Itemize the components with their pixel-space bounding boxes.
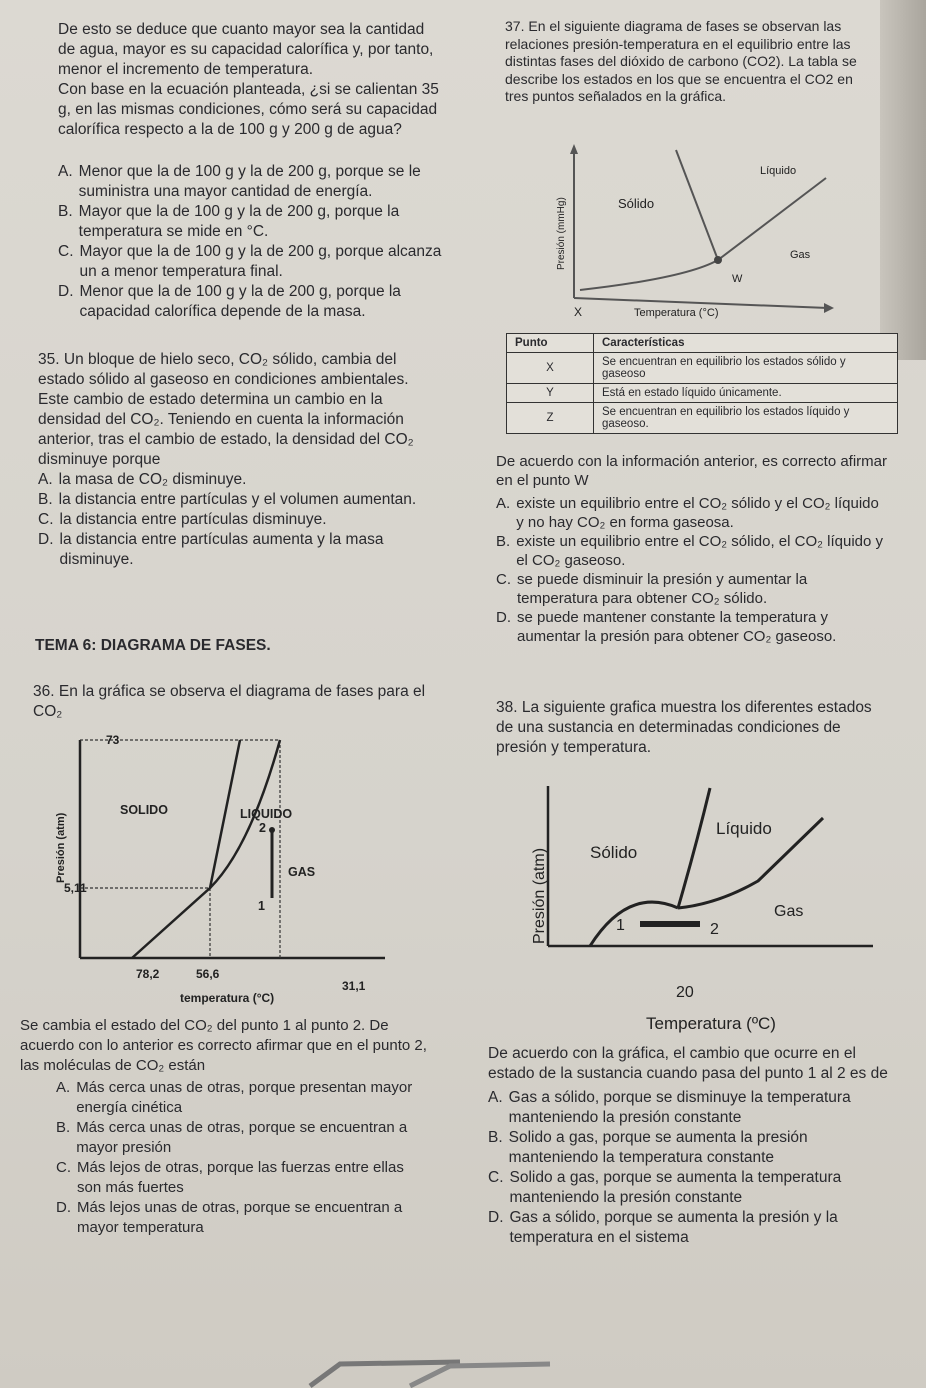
q37-x-arrow: [824, 303, 834, 313]
q35-number: 35.: [38, 351, 60, 368]
q36-x-tick-2: 56,6: [196, 967, 220, 981]
q36-y-top: 73: [106, 733, 120, 747]
q34-option-a[interactable]: A. Menor que la de 100 g y la de 200 g, porque se le suministra una mayor cantidad de energía.: [58, 163, 421, 200]
q36-text: En la gráfica se observa el diagrama de fases para el CO₂: [33, 683, 426, 720]
table-row: X Se encuentran en equilibrio los estados sólido y gaseoso: [507, 353, 898, 384]
q38-phase-diagram: [528, 776, 888, 1036]
q37-region-gas: Gas: [790, 249, 811, 261]
q36-x-tick-3: 31,1: [342, 979, 366, 993]
q38-region-gas: Gas: [774, 903, 804, 920]
q38-x-label: Temperatura (ºC): [646, 1014, 776, 1033]
q34-intro: De esto se deduce que cuanto mayor sea la cantidad de agua, mayor es su capacidad calorífica y, por tanto, menor el incremento de temperatura.: [58, 21, 434, 78]
q37-region-solid: Sólido: [618, 196, 655, 211]
q36-y-mid: 5,11: [64, 881, 87, 895]
q36-option-b[interactable]: B. Más cerca unas de otras, porque se encuentran a mayor presión: [56, 1119, 408, 1156]
q37-point-w: W: [732, 273, 743, 285]
q36-number: 36.: [33, 683, 55, 700]
q36-intro: [33, 682, 433, 722]
q36-stem: Se cambia el estado del CO₂ del punto 1 al punto 2. De acuerdo con lo anterior es correcto afirmar que en el punto 2, las moléculas de CO₂ están: [20, 1017, 427, 1074]
q38-stem: De acuerdo con la gráfica, el cambio que ocurre en el estado de la sustancia cuando pasa del punto 1 al 2 es de: [488, 1045, 888, 1082]
q38-stem-block: [488, 1044, 898, 1248]
q36-point-1: 1: [258, 899, 265, 913]
q36-point-2: 2: [259, 821, 266, 835]
section-heading: TEMA 6: DIAGRAMA DE FASES.: [35, 637, 271, 654]
q34-option-c[interactable]: C. Mayor que la de 100 g y la de 200 g, porque alcanza un a menor temperatura final.: [58, 243, 442, 280]
q34-question: Con base en la ecuación planteada, ¿si se calientan 35 g, en las mismas condiciones, cómo será su capacidad calorífica respecto a la de 100 g y 200 g de agua?: [58, 81, 439, 138]
q37-phase-diagram: [536, 140, 856, 330]
q38-point-1: 1: [616, 917, 625, 934]
q38-intro: [496, 698, 888, 758]
q37-y-arrow: [570, 144, 578, 154]
q37-option-b[interactable]: B. existe un equilibrio entre el CO₂ sólido, el CO₂ líquido y el CO₂ gaseoso.: [496, 533, 884, 569]
q36-option-c[interactable]: C. Más lejos de otras, porque las fuerzas entre ellas son más fuertes: [56, 1159, 404, 1196]
q36-option-a[interactable]: A. Más cerca unas de otras, porque presentan mayor energía cinética: [56, 1079, 413, 1116]
q38-y-label: Presión (atm): [531, 847, 548, 944]
q37-number: 37.: [505, 18, 525, 34]
q38-region-solid: Sólido: [590, 843, 638, 862]
q38-region-liquid: Líquido: [716, 819, 772, 838]
q37-table-header: [507, 334, 898, 353]
q37-solid-gas-curve: [580, 260, 718, 290]
q38-option-a[interactable]: A. Gas a sólido, porque se disminuye la temperatura manteniendo la presión constante: [488, 1089, 851, 1126]
q34-option-b[interactable]: B. Mayor que la de 100 g y la de 200 g, porque la temperatura se mide en °C.: [58, 203, 400, 240]
q37-point-x: X: [574, 305, 583, 319]
q36-x-label: temperatura (°C): [180, 991, 275, 1005]
q34-option-d[interactable]: D. Menor que la de 100 g y la de 200 g, porque la capacidad calorífica depende de la masa.: [58, 283, 401, 320]
q37-y-label: Presión (mmHg): [556, 197, 567, 270]
table-row: Y Está en estado líquido únicamente.: [507, 384, 898, 403]
q36-y-label: Presión (atm): [55, 812, 67, 883]
binder-wire: [300, 1356, 620, 1388]
q35-option-c[interactable]: C. la distancia entre partículas disminuye.: [38, 511, 327, 528]
q38-option-b[interactable]: B. Solido a gas, porque se aumenta la presión manteniendo la temperatura constante: [488, 1129, 808, 1166]
q37-option-d[interactable]: D. se puede mantener constante la temperatura y aumentar la presión para obtener CO₂ gaseoso.: [496, 609, 837, 645]
q36-region-gas: GAS: [288, 865, 316, 879]
q36-x-tick-1: 78,2: [136, 967, 160, 981]
q37-point-w-dot: [714, 256, 722, 264]
q37-col-caracteristicas: Características: [594, 334, 898, 353]
q36-point-2-dot: [269, 827, 275, 833]
q37-option-a[interactable]: A. existe un equilibrio entre el CO₂ sólido y el CO₂ líquido y no hay CO₂ en forma gaseosa.: [496, 495, 879, 531]
q36-solid-boundary: [132, 740, 240, 958]
q36-stem-block: [20, 1016, 440, 1238]
q35-option-b[interactable]: B. la distancia entre partículas y el volumen aumentan.: [38, 491, 417, 508]
q38-point-2: 2: [710, 921, 719, 938]
q37-x-label: Temperatura (°C): [634, 307, 719, 319]
q36-region-liquid: LIQUIDO: [240, 807, 293, 821]
q35-option-a[interactable]: A. la masa de CO₂ disminuye.: [38, 471, 247, 488]
q38-option-c[interactable]: C. Solido a gas, porque se aumenta la temperatura manteniendo la presión constante: [488, 1169, 842, 1206]
q37-liquid-gas-line: [718, 178, 826, 260]
q35-text: Un bloque de hielo seco, CO₂ sólido, cambia del estado sólido al gaseoso en condiciones ambientales. Este cambio de estado determina un cambio en la densidad del CO₂. Teniendo en cuenta la información anterior, tras el cambio de estado, la densidad del CO₂ disminuye porque: [38, 351, 414, 468]
q38-number: 38.: [496, 699, 518, 716]
q38-solid-liquid-curve: [678, 788, 710, 908]
q38-option-d[interactable]: D. Gas a sólido, porque se aumenta la presión y la temperatura en el sistema: [488, 1209, 838, 1246]
q35-block: [38, 350, 436, 570]
q37-table: [506, 333, 898, 434]
table-row: Z Se encuentran en equilibrio los estados líquido y gaseoso.: [507, 403, 898, 434]
q36-phase-diagram: [40, 728, 410, 1006]
q37-option-c[interactable]: C. se puede disminuir la presión y aumentar la temperatura para obtener CO₂ sólido.: [496, 571, 808, 607]
q37-stem: De acuerdo con la información anterior, es correcto afirmar en el punto W: [496, 453, 888, 489]
q38-text: La siguiente grafica muestra los diferentes estados de una sustancia en determinadas condiciones de presión y temperatura.: [496, 699, 872, 756]
q36-option-d[interactable]: D. Más lejos unas de otras, porque se encuentran a mayor temperatura: [56, 1199, 403, 1236]
q36-region-solid: SOLIDO: [120, 803, 168, 817]
q35-option-d[interactable]: D. la distancia entre partículas aumenta y la masa disminuye.: [38, 531, 384, 568]
page-edge: [880, 0, 926, 360]
q37-text: En el siguiente diagrama de fases se observan las relaciones presión-temperatura en el equilibrio entre las distintas fases del dióxido de carbono (CO2). La tabla se describe los estados en los que se encuentra el CO2 en tres puntos señalados en la gráfica.: [505, 18, 857, 104]
q37-region-liquid: Líquido: [760, 165, 797, 177]
q38-x-tick: 20: [676, 984, 694, 1001]
q34-block: [58, 20, 444, 322]
q37-col-punto: Punto: [507, 334, 594, 353]
q37-intro: [505, 18, 865, 106]
q37-stem-block: [496, 452, 888, 646]
q37-solid-liquid-line: [676, 150, 718, 260]
